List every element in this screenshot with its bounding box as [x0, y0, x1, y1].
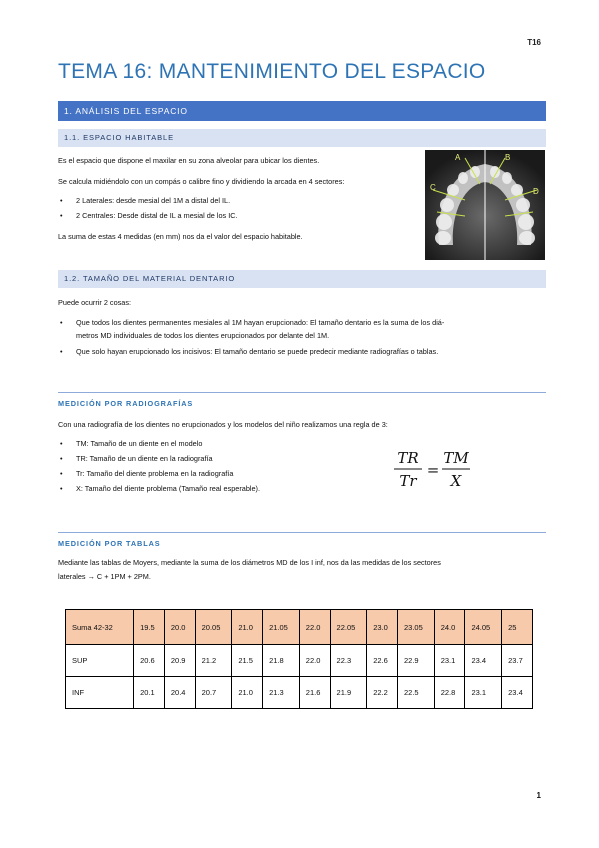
bullet-text: Que solo hayan erupcionado los incisivos: El tamaño dentario se puede predecir mediante radiografías o tablas. — [76, 347, 439, 356]
subsection-heading-espacio-habitable: 1.1. ESPACIO HABITABLE — [58, 129, 546, 147]
table-header-cell: 19.5 — [134, 610, 165, 645]
table-header-cell: 22.0 — [299, 610, 330, 645]
table-header-cell: 20.05 — [195, 610, 232, 645]
table-row — [66, 677, 533, 709]
table-cell: 20.9 — [164, 645, 195, 677]
dental-arch-xray-image — [425, 150, 545, 260]
table-cell: SUP — [66, 645, 134, 677]
table-cell: 23.7 — [502, 645, 533, 677]
paragraph: Puede ocurrir 2 cosas: — [58, 298, 132, 307]
bullet-text: Tr: Tamaño del diente problema en la radiografía — [76, 469, 234, 478]
page-number: 1 — [536, 791, 541, 800]
section-heading-analisis: 1. ANÁLISIS DEL ESPACIO — [58, 101, 546, 121]
table-cell: 22.9 — [397, 645, 434, 677]
rule-of-three-formula — [388, 448, 478, 492]
table-cell: 22.6 — [367, 645, 398, 677]
table-cell: 23.1 — [465, 677, 502, 709]
table-header-cell: 24.05 — [465, 610, 502, 645]
section-rule — [58, 392, 546, 393]
bullet-text: TM: Tamaño de un diente en el modelo — [76, 439, 203, 448]
table-cell: 22.3 — [330, 645, 367, 677]
bullet-dot: • — [60, 484, 63, 493]
bullet-text: X: Tamaño del diente problema (Tamaño real esperable). — [76, 484, 261, 493]
table-cell: INF — [66, 677, 134, 709]
bullet-text: 2 Centrales: Desde distal de IL a mesial de los IC. — [76, 211, 238, 220]
table-cell: 20.7 — [195, 677, 232, 709]
label-c: C — [430, 183, 436, 192]
label-a: A — [455, 153, 461, 162]
heading-medicion-radiografias: MEDICIÓN POR RADIOGRAFÍAS — [58, 399, 194, 408]
bullet-text: Que todos los dientes permanentes mesiales al 1M hayan erupcionado: El tamaño dentario es la suma de los diá- — [76, 318, 445, 327]
formula-num-left: TR — [397, 449, 419, 467]
table-cell: 22.0 — [299, 645, 330, 677]
table-cell: 21.9 — [330, 677, 367, 709]
table-cell: 20.1 — [134, 677, 165, 709]
table-cell: 20.6 — [134, 645, 165, 677]
paragraph: Se calcula midiéndolo con un compás o calibre fino y dividiendo la arcada en 4 sectores: — [58, 177, 345, 186]
formula-den-left: Tr — [399, 472, 417, 490]
bullet-dot: • — [60, 196, 63, 205]
bullet-dot: • — [60, 454, 63, 463]
table-cell: 23.1 — [434, 645, 465, 677]
table-cell: 21.8 — [263, 645, 300, 677]
paragraph: laterales → C + 1PM + 2PM. — [58, 572, 151, 581]
subsection-heading-tamano-material: 1.2. TAMAÑO DEL MATERIAL DENTARIO — [58, 270, 546, 288]
table-cell: 22.5 — [397, 677, 434, 709]
paragraph: Con una radiografía de los dientes no erupcionados y los modelos del niño realizamos una regla de 3: — [58, 420, 388, 429]
label-b: B — [505, 153, 511, 162]
bullet-dot: • — [60, 211, 63, 220]
table-header-row — [66, 610, 533, 645]
bullet-dot: • — [60, 439, 63, 448]
page-title: TEMA 16: MANTENIMIENTO DEL ESPACIO — [58, 60, 486, 83]
table-cell: 23.4 — [502, 677, 533, 709]
table-cell: 22.2 — [367, 677, 398, 709]
table-header-cell: 25 — [502, 610, 533, 645]
paragraph: Es el espacio que dispone el maxilar en su zona alveolar para ubicar los dientes. — [58, 156, 320, 165]
heading-medicion-tablas: MEDICIÓN POR TABLAS — [58, 539, 161, 548]
page-tag: T16 — [527, 38, 541, 47]
table-header-cell: 23.05 — [397, 610, 434, 645]
table-cell: 20.4 — [164, 677, 195, 709]
table-cell: 23.4 — [465, 645, 502, 677]
formula-num-right: TM — [443, 449, 469, 467]
table-header-cell: 21.0 — [232, 610, 263, 645]
label-d: D — [533, 187, 539, 196]
bullet-text: 2 Laterales: desde mesial del 1M a distal del IL. — [76, 196, 231, 205]
table-cell: 21.6 — [299, 677, 330, 709]
bullet-dot: • — [60, 347, 63, 356]
section-rule — [58, 532, 546, 533]
formula-equals: = — [426, 461, 440, 479]
table-header-cell: 23.0 — [367, 610, 398, 645]
table-header-cell: 20.0 — [164, 610, 195, 645]
table-cell: 21.0 — [232, 677, 263, 709]
table-header-cell: 24.0 — [434, 610, 465, 645]
table-header-cell: 22.05 — [330, 610, 367, 645]
table-cell: 21.2 — [195, 645, 232, 677]
paragraph: La suma de estas 4 medidas (en mm) nos da el valor del espacio habitable. — [58, 232, 303, 241]
table-header-cell: Suma 42-32 — [66, 610, 134, 645]
table-cell: 22.8 — [434, 677, 465, 709]
table-header-cell: 21.05 — [263, 610, 300, 645]
bullet-text: TR: Tamaño de un diente en la radiografía — [76, 454, 213, 463]
formula-den-right: X — [450, 472, 462, 490]
table-row — [66, 645, 533, 677]
bullet-dot: • — [60, 469, 63, 478]
paragraph: Mediante las tablas de Moyers, mediante la suma de los diámetros MD de los I inf, nos da las medidas de los sectores — [58, 558, 441, 567]
bullet-text-continued: metros MD individuales de todos los dientes erupcionados por delante del 1M. — [76, 331, 330, 340]
table-cell: 21.3 — [263, 677, 300, 709]
table-cell: 21.5 — [232, 645, 263, 677]
bullet-dot: • — [60, 318, 63, 327]
moyers-table — [65, 609, 533, 709]
